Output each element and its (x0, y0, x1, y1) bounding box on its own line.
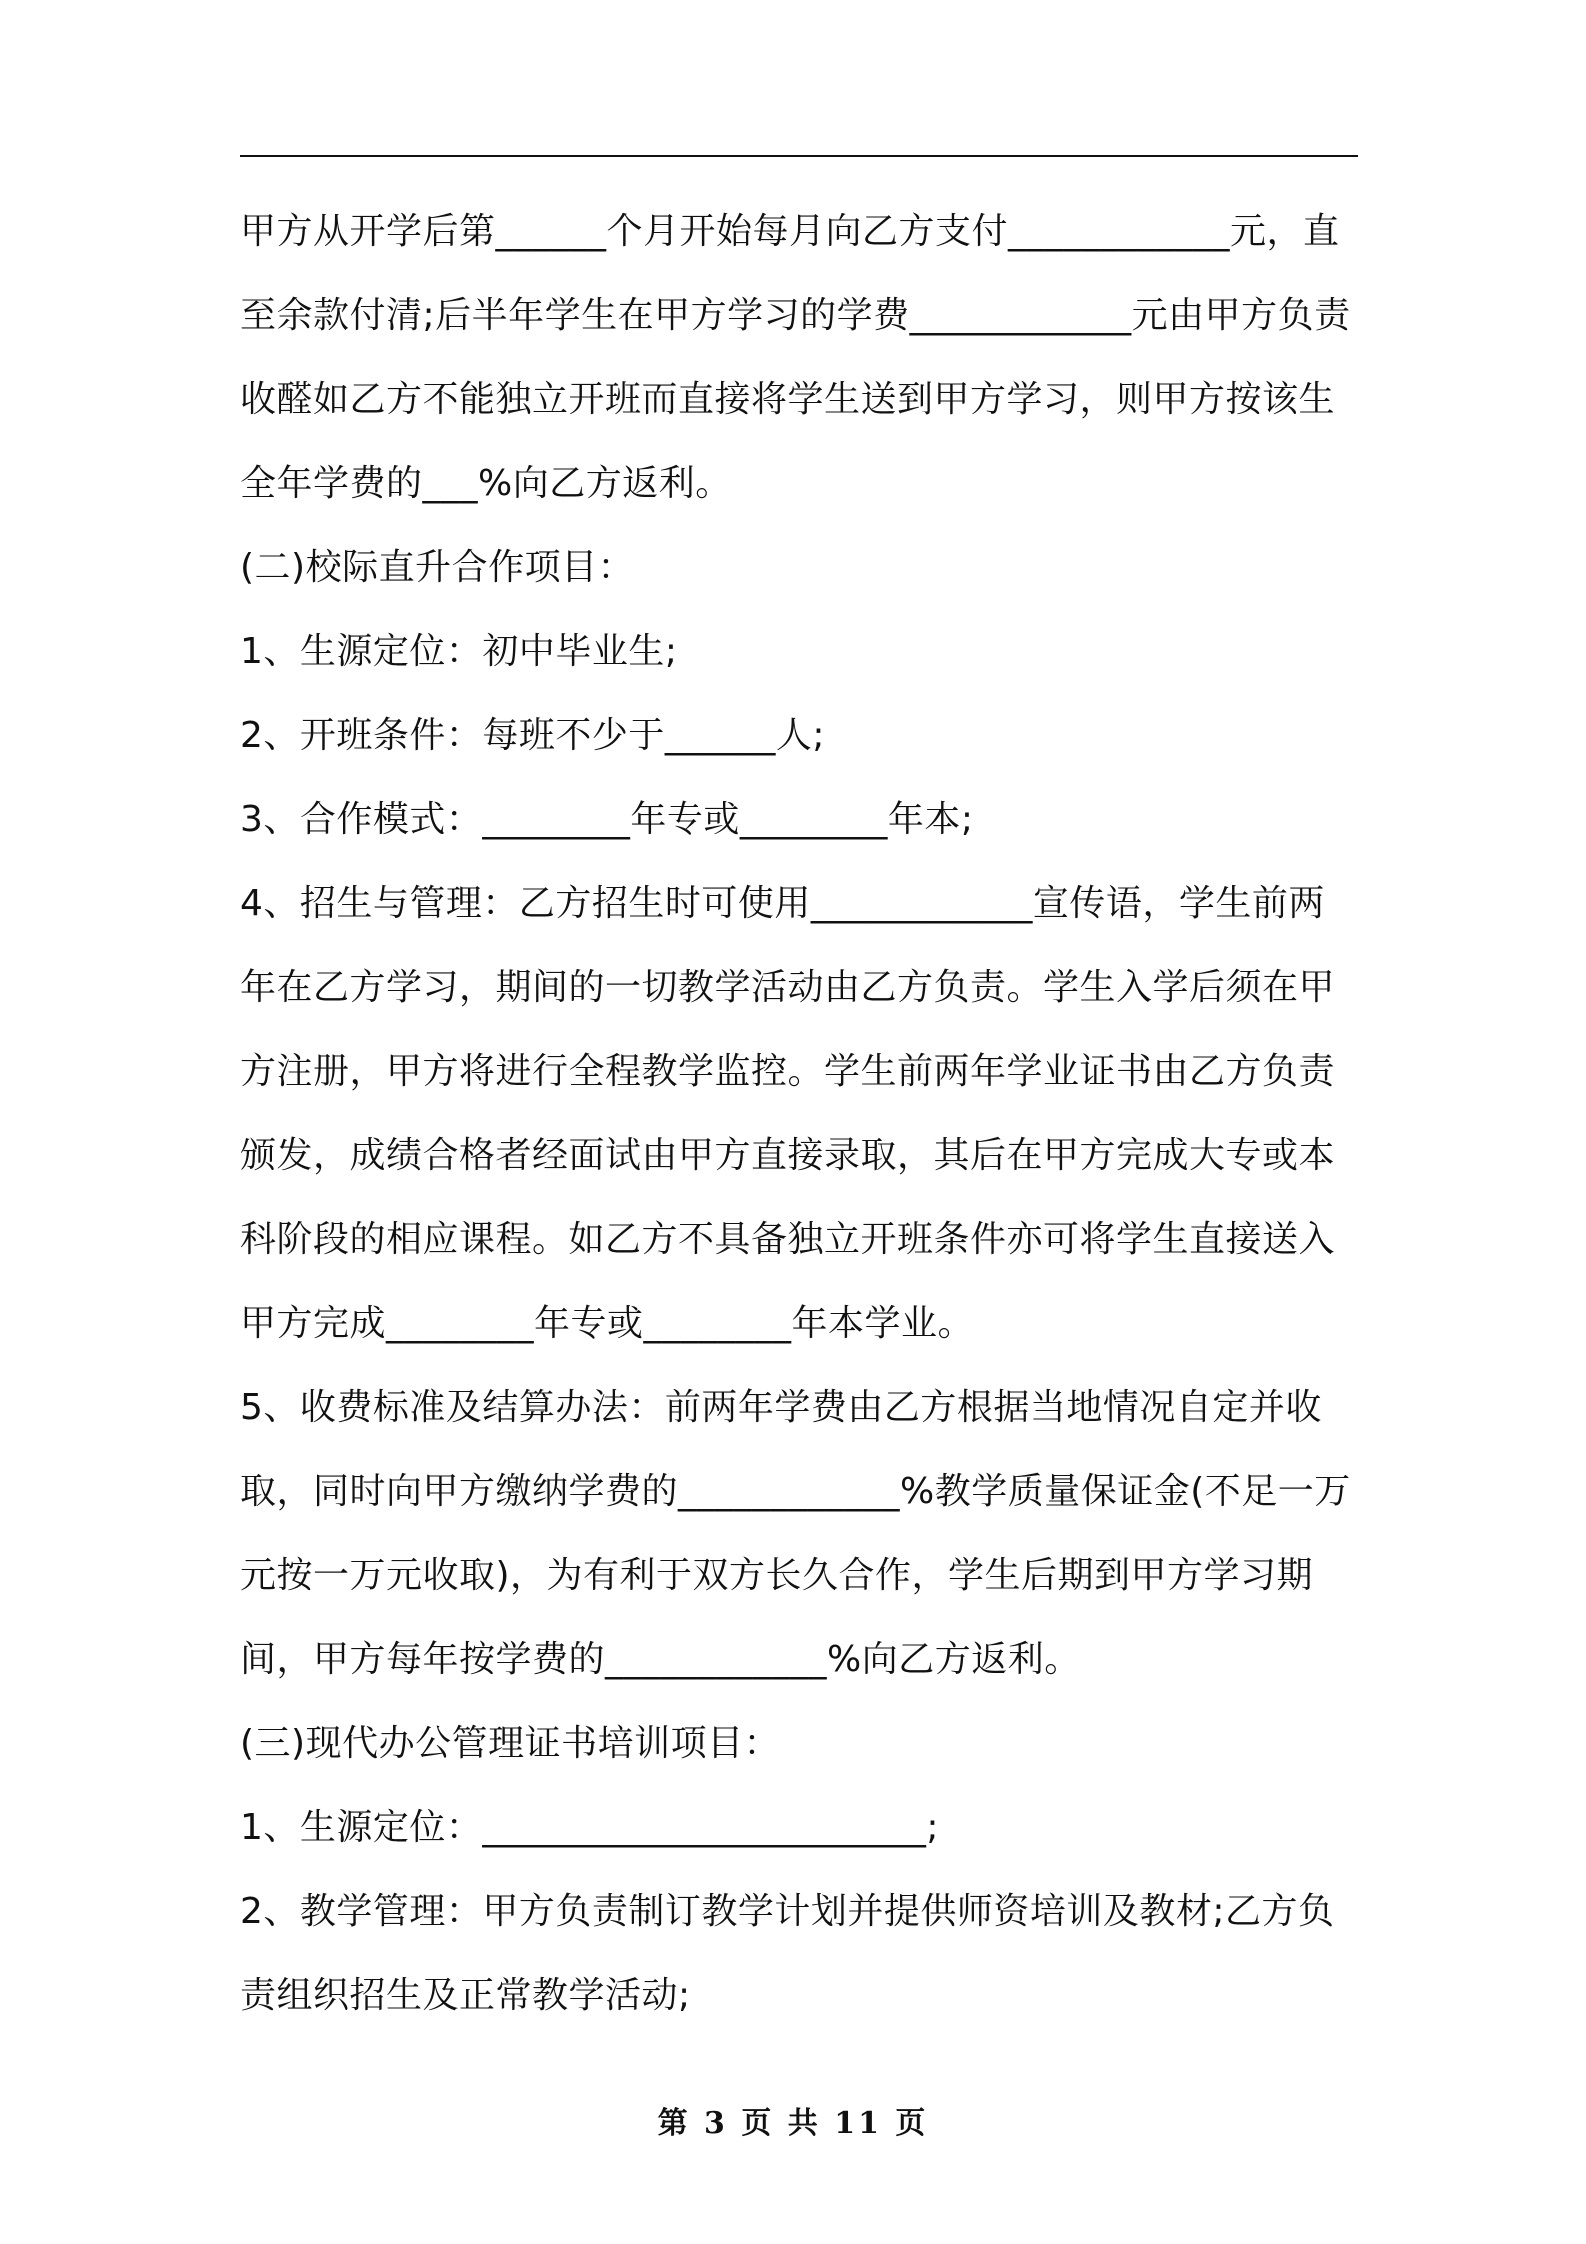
list-item: 2、开班条件：每班不少于______人; (240, 715, 826, 756)
body-text (240, 190, 1358, 2038)
list-item: 3、合作模式：________年专或________年本; (240, 799, 974, 840)
list-item: 1、生源定位：初中毕业生; (240, 631, 678, 672)
section-heading-2: (二)校际直升合作项目： (240, 547, 635, 588)
section-heading-3: (三)现代办公管理证书培训项目： (240, 1723, 781, 1764)
paragraph-payment-terms: 甲方从开学后第______个月开始每月向乙方支付____________元，直至余款付清;后半年学生在甲方学习的学费____________元由甲方负责收醛如乙方不能独立开班而直接将学生送到甲方学习，则甲方按该生全年学费的___%向乙方返利。 (240, 211, 1351, 504)
header-rule (240, 155, 1358, 157)
list-item: 5、收费标准及结算办法：前两年学费由乙方根据当地情况自定并收取，同时向甲方缴纳学费的____________%教学质量保证金(不足一万元按一万元收取)，为有利于双方长久合作，学生后期到甲方学习期间，甲方每年按学费的____________%向乙方返利。 (240, 1387, 1351, 1680)
list-item: 2、教学管理：甲方负责制订教学计划并提供师资培训及教材;乙方负责组织招生及正常教学活动; (240, 1891, 1335, 2016)
list-item: 4、招生与管理：乙方招生时可使用____________宣传语，学生前两年在乙方学习，期间的一切教学活动由乙方负责。学生入学后须在甲方注册，甲方将进行全程教学监控。学生前两年学业证书由乙方负责颁发，成绩合格者经面试由甲方直接录取，其后在甲方完成大专或本科阶段的相应课程。如乙方不具备独立开班条件亦可将学生直接送入甲方完成________年专或________年本学业。 (240, 883, 1336, 1344)
page-number: 第 3 页 共 11 页 (657, 2106, 929, 2141)
list-item: 1、生源定位：________________________; (240, 1807, 940, 1848)
